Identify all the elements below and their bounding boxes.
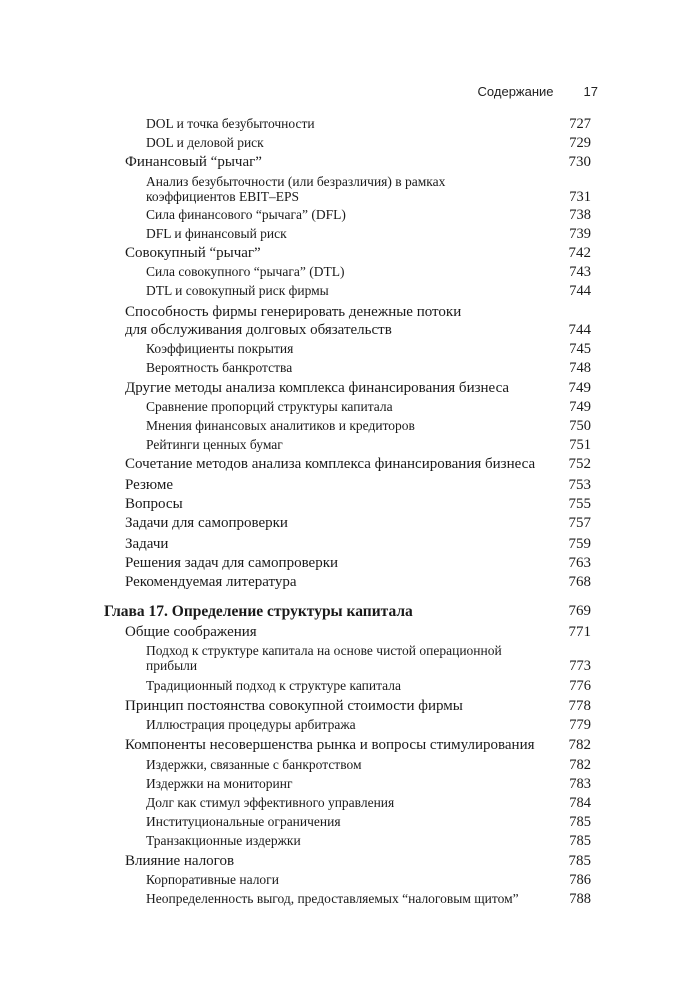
toc-entry-page: 739 (569, 226, 591, 242)
toc-entry-page: 748 (569, 360, 591, 376)
toc-entry-page: 778 (568, 698, 591, 714)
toc-entry-page: 785 (569, 833, 591, 849)
toc-entry-title: Издержки, связанные с банкротством (146, 757, 362, 772)
toc-entry-page: 745 (569, 341, 591, 357)
toc-entry-page: 782 (569, 757, 591, 773)
toc-entry-title: Неопределенность выгод, предоставляемых “налоговым щитом” (146, 891, 519, 906)
toc-entry-page: 742 (568, 245, 591, 261)
toc-entry-title: Рейтинги ценных бумаг (146, 437, 283, 452)
toc-entry-title: Другие методы анализа комплекса финансирования бизнеса (125, 380, 510, 396)
toc-entry-page: 738 (569, 207, 591, 223)
toc-entry-title: Иллюстрация процедуры арбитража (146, 717, 356, 732)
running-header (478, 84, 598, 99)
toc-entry-title: Глава 17. Определение структуры капитала (104, 603, 413, 620)
toc-section-entry (0, 303, 694, 339)
toc-entry-title: Долг как стимул эффективного управления (146, 795, 395, 810)
toc-entry-title: Институциональные ограничения (146, 814, 341, 829)
toc-entry-page: 788 (569, 891, 591, 907)
toc-entry-title: Коэффициенты покрытия (146, 341, 294, 356)
toc-entry-title: Совокупный “рычаг” (125, 245, 261, 261)
toc-entry-page: 730 (568, 154, 591, 170)
toc-entry-page: 753 (568, 477, 591, 493)
toc-entry-page: 749 (569, 399, 591, 415)
toc-entry-title: Вопросы (125, 496, 183, 512)
toc-entry-title: Транзакционные издержки (146, 833, 301, 848)
toc-entry-title: Решения задач для самопроверки (125, 555, 339, 571)
toc-entry-page: 773 (569, 658, 591, 674)
toc-entry-page: 729 (569, 135, 591, 151)
toc-entry-title: Сравнение пропорций структуры капитала (146, 399, 393, 414)
toc-entry-title: Мнения финансовых аналитиков и кредиторов (146, 418, 415, 433)
toc-entry-page: 727 (569, 116, 591, 132)
toc-entry-title: Издержки на мониторинг (146, 776, 293, 791)
toc-entry-title: Сила совокупного “рычага” (DTL) (146, 264, 345, 279)
toc-entry-title: Задачи для самопроверки (125, 515, 288, 531)
toc-entry-title: Задачи (125, 536, 169, 552)
toc-entry-page: 782 (568, 737, 591, 753)
toc-entry-page: 743 (569, 264, 591, 280)
toc-entry-page: 751 (569, 437, 591, 453)
toc-entry-page: 744 (568, 322, 591, 338)
toc-entry-page: 744 (569, 283, 591, 299)
toc-entry-title: Финансовый “рычаг” (125, 154, 262, 170)
toc-entry-page: 786 (569, 872, 591, 888)
toc-entry-page: 752 (568, 456, 591, 472)
toc-entry-page: 757 (568, 515, 591, 531)
page-number: 17 (583, 84, 598, 99)
toc-entry-page: 779 (569, 717, 591, 733)
toc-entry-page: 783 (569, 776, 591, 792)
toc-entry-title: DOL и деловой риск (146, 135, 264, 150)
toc-entry-title: Традиционный подход к структуре капитала (146, 678, 401, 693)
toc-entry-title: Подход к структуре капитала на основе чистой операционной прибыли (146, 643, 502, 673)
toc-entry-title: Способность фирмы генерировать денежные потоки для обслуживания долговых обязательств (125, 304, 462, 338)
toc-subsection-entry (0, 643, 694, 675)
toc-entry-title: Сила финансового “рычага” (DFL) (146, 207, 346, 222)
toc-entry-page: 776 (569, 678, 591, 694)
toc-entry-page: 785 (569, 814, 591, 830)
toc-entry-title: Рекомендуемая литература (125, 574, 297, 590)
running-header-section: Содержание (477, 84, 554, 99)
toc-entry-page: 750 (569, 418, 591, 434)
toc-entry-page: 768 (568, 574, 591, 590)
toc-entry-title: Влияние налогов (125, 853, 235, 869)
toc-entry-page: 755 (568, 496, 591, 512)
toc-entry-page: 763 (568, 555, 591, 571)
toc-subsection-entry (0, 174, 694, 206)
toc-entry-title: DTL и совокупный риск фирмы (146, 283, 329, 298)
toc-entry-page: 769 (568, 603, 591, 619)
toc-entry-title: Сочетание методов анализа комплекса финансирования бизнеса (125, 456, 536, 472)
toc-entry-page: 749 (568, 380, 591, 396)
toc-entry-title: DOL и точка безубыточности (146, 116, 315, 131)
toc-entry-page: 771 (568, 624, 591, 640)
toc-entry-title: Принцип постоянства совокупной стоимости фирмы (125, 698, 463, 714)
toc-entry-title: Общие соображения (125, 624, 257, 640)
toc-entry-title: Резюме (125, 477, 174, 493)
toc-entry-page: 784 (569, 795, 591, 811)
toc-entry-page: 785 (568, 853, 591, 869)
toc-entry-title: DFL и финансовый риск (146, 226, 287, 241)
toc-entry-title: Анализ безубыточности (или безразличия) в рамках коэффициентов EBIT–EPS (146, 174, 446, 204)
toc-entry-page: 759 (568, 536, 591, 552)
toc-entry-title: Корпоративные налоги (146, 872, 279, 887)
toc-entry-page: 731 (569, 189, 591, 205)
toc-entry-title: Компоненты несовершенства рынка и вопросы стимулирования (125, 737, 535, 753)
toc-entry-title: Вероятность банкротства (146, 360, 293, 375)
